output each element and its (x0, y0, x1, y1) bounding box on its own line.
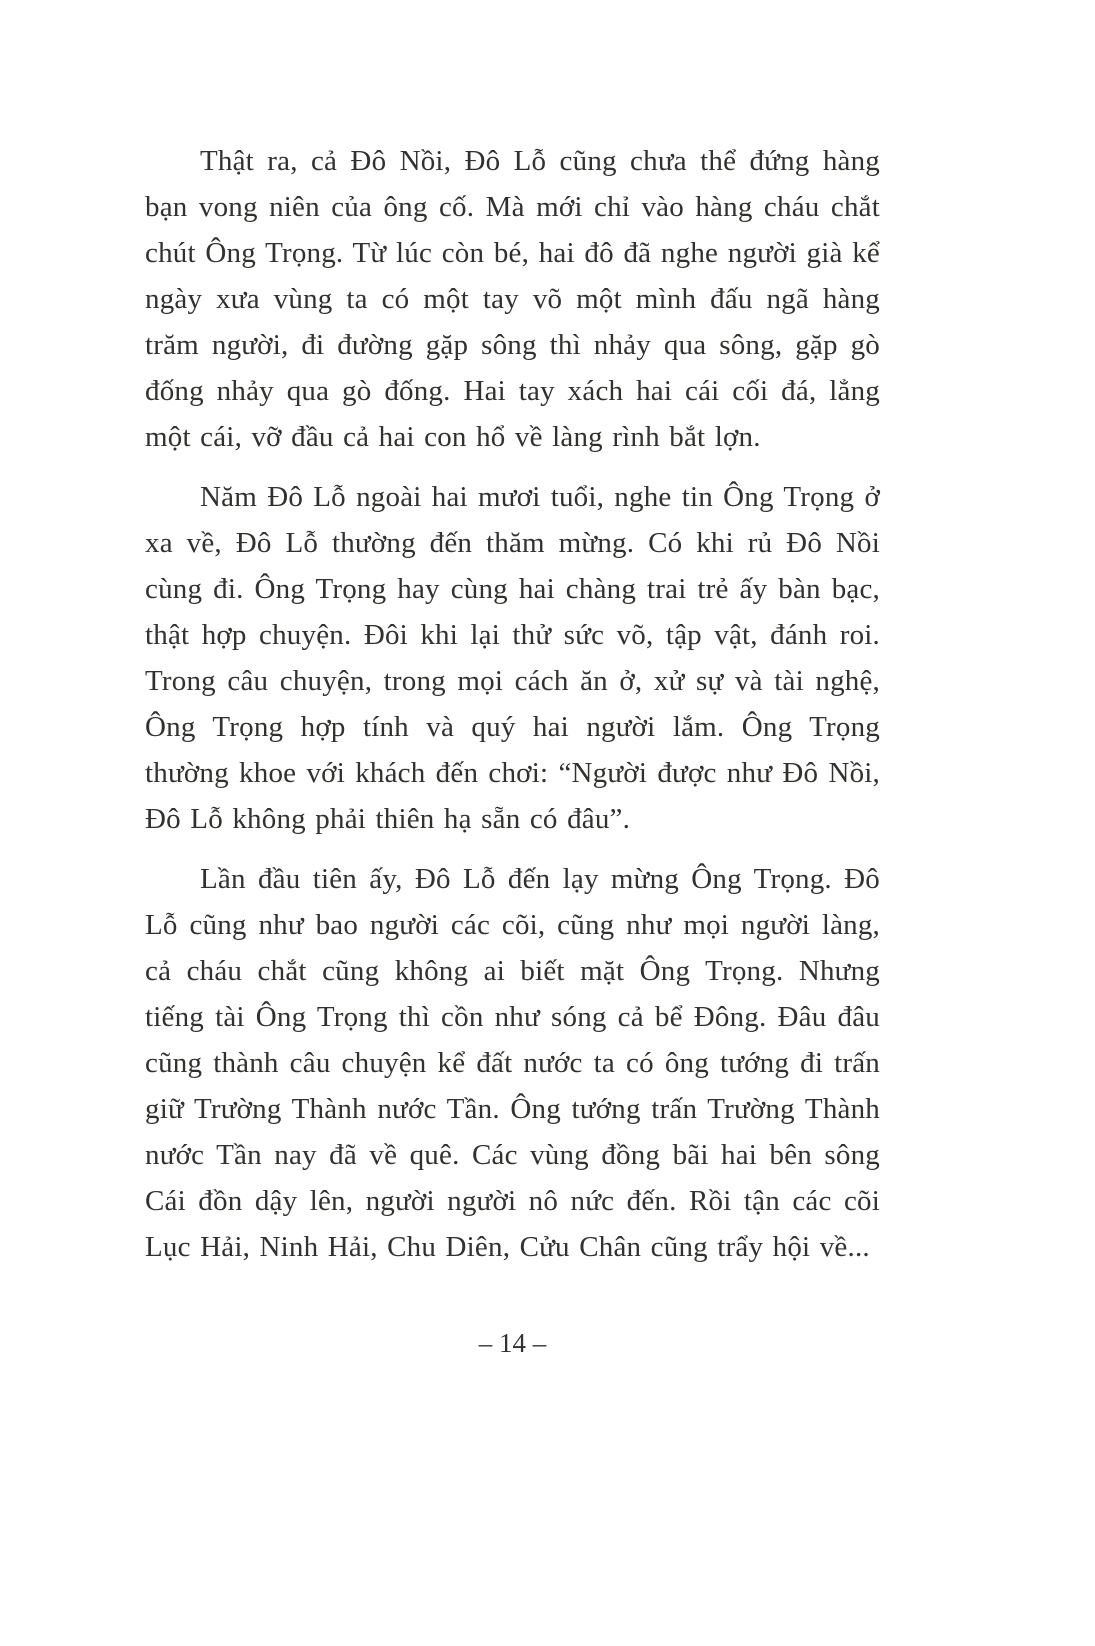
page-number: – 14 – (478, 1328, 547, 1358)
paragraph-3: Lần đầu tiên ấy, Đô Lỗ đến lạy mừng Ông Trọng. Đô Lỗ cũng như bao người các cõi, cũng như mọi người làng, cả cháu chắt cũng không ai biết mặt Ông Trọng. Nhưng tiếng tài Ông Trọng thì cồn như sóng cả bể Đông. Đâu đâu cũng thành câu chuyện kể đất nước ta có ông tướng đi trấn giữ Trường Thành nước Tần. Ông tướng trấn Trường Thành nước Tần nay đã về quê. Các vùng đồng bãi hai bên sông Cái đồn dậy lên, người người nô nức đến. Rồi tận các cõi Lục Hải, Ninh Hải, Chu Diên, Cửu Chân cũng trẩy hội về... (145, 863, 880, 1263)
paragraph-2: Năm Đô Lỗ ngoài hai mươi tuổi, nghe tin Ông Trọng ở xa về, Đô Lỗ thường đến thăm mừng. Có khi rủ Đô Nồi cùng đi. Ông Trọng hay cùng hai chàng trai trẻ ấy bàn bạc, thật hợp chuyện. Đôi khi lại thử sức võ, tập vật, đánh roi. Trong câu chuyện, trong mọi cách ăn ở, xử sự và tài nghệ, Ông Trọng hợp tính và quý hai người lắm. Ông Trọng thường khoe với khách đến chơi: “Người được như Đô Nồi, Đô Lỗ không phải thiên hạ sẵn có đâu”. (145, 481, 880, 835)
paragraph-1: Thật ra, cả Đô Nồi, Đô Lỗ cũng chưa thể đứng hàng bạn vong niên của ông cố. Mà mới chỉ vào hàng cháu chắt chút Ông Trọng. Từ lúc còn bé, hai đô đã nghe người già kể ngày xưa vùng ta có một tay võ một mình đấu ngã hàng trăm người, đi đường gặp sông thì nhảy qua sông, gặp gò đống nhảy qua gò đống. Hai tay xách hai cái cối đá, lẳng một cái, vỡ đầu cả hai con hổ về làng rình bắt lợn. (145, 145, 880, 453)
text-block (145, 138, 880, 1270)
